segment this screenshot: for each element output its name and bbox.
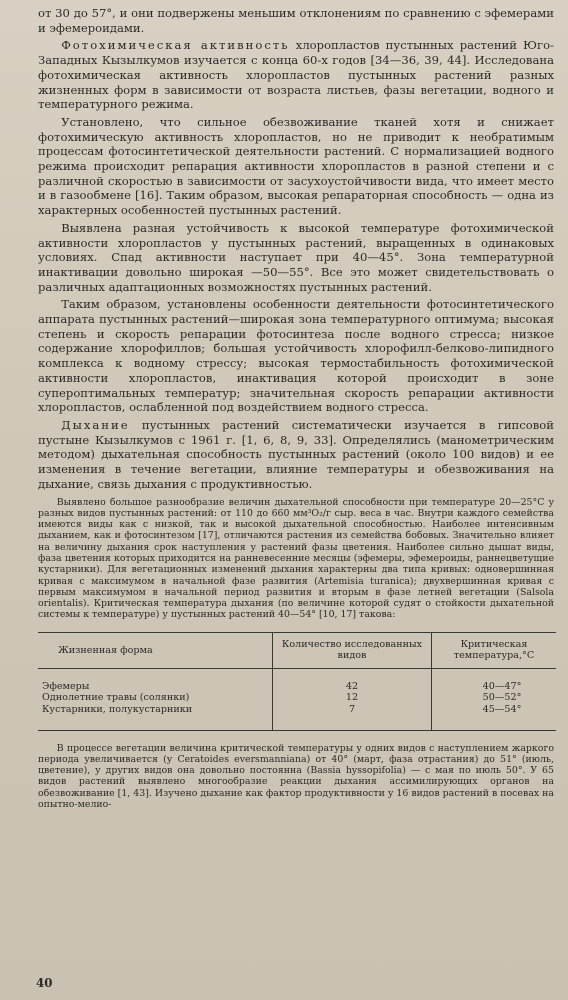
paragraph-1 xyxy=(38,38,554,112)
cell-temp: 50—52° xyxy=(432,692,557,704)
table-row xyxy=(38,668,556,692)
cell-life-form: Кустарники, полукустарники xyxy=(38,704,273,730)
paragraph-2: Установлено, что сильное обезвоживание тканей хотя и снижает фотохимическую активность хлоропластов, но не приводит к необратимым процессам фотосинтетической деятельности растений. С нормализацией водного режима происходит репарация активности хлоропластов в разной степени и с различной скоростью в зависимости от засухоустойчивости вида, что имеет место и в газообмене [16]. Таким образом, высокая репараторная способность — одна из характерных особенностей пустынных растений. xyxy=(38,114,554,218)
header-species-count: Количество исследованных видов xyxy=(273,632,432,668)
cell-temp: 45—54° xyxy=(432,704,557,730)
table-row xyxy=(38,704,556,730)
table-row xyxy=(38,692,556,704)
cell-life-form: Эфемеры xyxy=(42,680,90,692)
paragraph-5 xyxy=(38,418,554,492)
cell-temp: 40—47° xyxy=(432,668,557,692)
page-number: 40 xyxy=(36,976,53,990)
bottom-text-block xyxy=(38,743,554,811)
term-respiration: Дыхание xyxy=(61,417,130,432)
paragraph-3: Выявлена разная устойчивость к высокой температуре фотохимической активности хлоропластов у пустынных растений, выращенных в одинаковых условиях. Спад активности наступает при 40—45°. Зона температурной инактивации довольно широкая —50—55°. Все это может свидетельствовать о различных адаптационных возможностях пустынных растений. xyxy=(38,220,554,294)
bottom-paragraph: В процессе вегетации величина критической температуры у одних видов с наступлением жаркого периода увеличивается (у Ceratoides eversmanniana) от 40° (март, фаза отрастания) до 51° (июль, цветение), у других видов она довольно постоянна (Bassia hyssopifolia) — с мая по июль 50°. У 65 видов растений выявлено многообразие реакции дыхания ассимилирующих органов на обезвоживание [1, 43]. Изучено дыхание как фактор продуктивности у 16 видов растений в посевах на опытно-мелио- xyxy=(38,742,554,811)
small-print-block xyxy=(38,497,554,621)
cell-count: 7 xyxy=(273,704,432,730)
term-photochemical-activity: Фотохимическая активность xyxy=(61,38,290,53)
paragraph-1-body: хлоропластов пустынных растений Юго-Западных Кызылкумов изучается с конца 60-х годов [34—36, 39, 44]. Исследована фотохимическая активность хлоропластов пустынных растений разных жизненных форм в зависимости от возраста листьев, фазы вегетации, водного и температурного режима. xyxy=(38,38,554,112)
header-life-form: Жизненная форма xyxy=(38,632,273,668)
paragraph-4: Таким образом, установлены особенности деятельности фотосинтетического аппарата пустынных растений—широкая зона температурного оптимума; высокая степень и скорость репарации фотосинтеза после водного стресса; низкое содержание хлорофиллов; большая устойчивость хлорофилл-белково-липидного комплекса к водному стрессу; высокая термостабильность фотохимической активности хлоропластов, инактивация которой происходит в зоне супероптимальных температур; значительная скорость репарации активности хлоропластов, ослабленной под воздействием водного стресса. xyxy=(38,297,554,415)
paragraph-0: от 30 до 57°, и они подвержены меньшим отклонениям по сравнению с эфемерами и эфемероидами. xyxy=(38,6,554,35)
small-paragraph: Выявлено большое разнообразие величин дыхательной способности при температуре 20—25°С у разных видов пустынных растений: от 110 до 660 мм³O₂/г сыр. веса в час. Внутри каждого семейства имеются виды как с низкой, так и высокой дыхательной способностью. Наиболее интенсивным дыханием, как и фотосинтезом [17], отличаются растения из семейства бобовых. Значительно влияет на величину дыхания срок наступления у растений фазы цветения. Наиболее сильно дышат виды, фаза цветения которых приходится на ранневесенние месяцы (эфемеры, эфемероиды, раннецветущие кустарники). Для вегетационных изменений дыхания характерны два типа кривых: одновершинная кривая с максимумом в начальной фазе развития (Artemisia turanica); двухвершинная кривая с первым максимумом в начальной период развития и вторым в фазе летней вегетации (Salsola orientalis). Критическая температура дыхания (по величине которой судят о стойкости дыхательной системы к температуре) у пустынных растений 40—54° [10, 17] такова: xyxy=(38,496,554,621)
header-critical-temp: Критическая температура,°С xyxy=(432,632,557,668)
cell-count: 42 xyxy=(273,668,432,692)
main-text xyxy=(38,6,554,492)
paragraph-5-body: пустынных растений систематически изучается в гипсовой пустыне Кызылкумов с 1961 г. [1, 6, 8, 9, 33]. Определялись (манометрическим методом) дыхательная способность пустынных растений (около 100 видов) и ее изменения в течение вегетации, влияние температуры и обезвоживания на дыхание, связь дыхания с продуктивностью. xyxy=(38,417,554,491)
table-header-row xyxy=(38,632,556,668)
cell-count: 12 xyxy=(273,692,432,704)
cell-life-form: Однолетние травы (солянки) xyxy=(42,692,190,704)
critical-temperature-table xyxy=(38,632,556,731)
